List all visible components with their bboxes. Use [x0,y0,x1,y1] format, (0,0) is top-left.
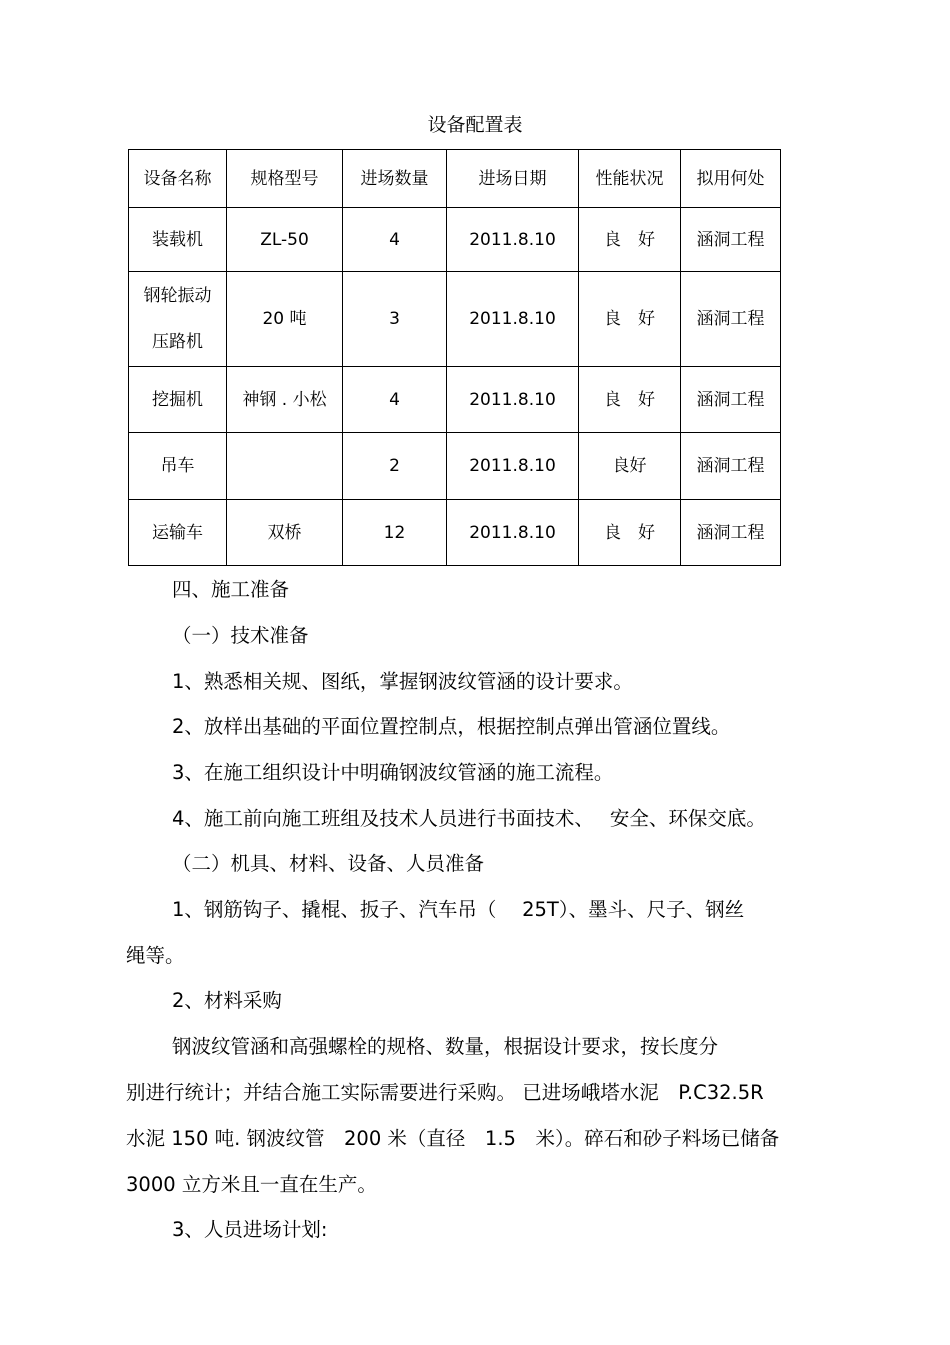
section-heading: 四、施工准备 [172,578,290,601]
table-cell: 2011.8.10 [447,272,579,367]
table-cell: 2011.8.10 [447,208,579,272]
table-cell: 良 好 [579,367,681,433]
table-cell: 4 [343,208,447,272]
table-cell: 20 吨 [227,272,343,367]
table-cell: 涵洞工程 [681,433,781,500]
subsection-heading: （一）技术准备 [172,624,309,647]
table-row [129,367,781,433]
table-cell: 12 [343,500,447,566]
table-cell: 2 [343,433,447,500]
paragraph: 别进行统计；并结合施工实际需要进行采购。 已进场峨塔水泥 P.C32.5R [126,1081,764,1104]
table-cell: 吊车 [129,433,227,500]
table-cell [129,272,227,367]
table-cell: 3 [343,272,447,367]
table-cell: 装载机 [129,208,227,272]
table-row [129,272,781,367]
paragraph: 1、钢筋钩子、撬棍、扳子、汽车吊（ 25T）、墨斗、尺子、钢丝 [172,898,745,921]
table-cell: 运输车 [129,500,227,566]
header-cell: 进场数量 [343,150,447,208]
table-cell: 良 好 [579,272,681,367]
table-row [129,208,781,272]
table-row [129,500,781,566]
header-cell: 进场日期 [447,150,579,208]
table-caption: 设备配置表 [427,114,523,136]
table-cell: 2011.8.10 [447,367,579,433]
paragraph: 2、放样出基础的平面位置控制点，根据控制点弹出管涵位置线。 [172,715,731,738]
paragraph: 4、施工前向施工班组及技术人员进行书面技术、 安全、环保交底。 [172,807,766,830]
table-cell: 2011.8.10 [447,500,579,566]
table-cell: 涵洞工程 [681,208,781,272]
header-cell: 设备名称 [129,150,227,208]
table-cell [227,433,343,500]
equipment-table [128,149,781,566]
paragraph: 水泥 150 吨. 钢波纹管 200 米（直径 1.5 米）。碎石和砂子料场已储备 [126,1127,780,1150]
paragraph: 2、材料采购 [172,989,282,1012]
table-cell: 涵洞工程 [681,367,781,433]
table-cell: 挖掘机 [129,367,227,433]
table-header-row [129,150,781,208]
paragraph: 绳等。 [126,944,185,967]
table-cell-text: 钢轮振动压路机 [143,286,212,352]
header-cell: 性能状况 [579,150,681,208]
table-cell: 良好 [579,433,681,500]
header-cell: 规格型号 [227,150,343,208]
table-cell: 涵洞工程 [681,500,781,566]
table-row [129,433,781,500]
paragraph: 3、在施工组织设计中明确钢波纹管涵的施工流程。 [172,761,614,784]
table-cell: 神钢 . 小松 [227,367,343,433]
table-cell: ZL-50 [227,208,343,272]
paragraph: 钢波纹管涵和高强螺栓的规格、数量，根据设计要求，按长度分 [172,1035,719,1058]
table-cell: 良 好 [579,500,681,566]
header-cell: 拟用何处 [681,150,781,208]
subsection-heading: （二）机具、材料、设备、人员准备 [172,852,485,875]
table-cell: 涵洞工程 [681,272,781,367]
table-cell: 良 好 [579,208,681,272]
table-cell: 双桥 [227,500,343,566]
paragraph: 3、人员进场计划: [172,1218,328,1241]
paragraph: 1、熟悉相关规、图纸，掌握钢波纹管涵的设计要求。 [172,670,633,693]
paragraph: 3000 立方米且一直在生产。 [126,1173,377,1196]
table-cell: 2011.8.10 [447,433,579,500]
table-cell: 4 [343,367,447,433]
